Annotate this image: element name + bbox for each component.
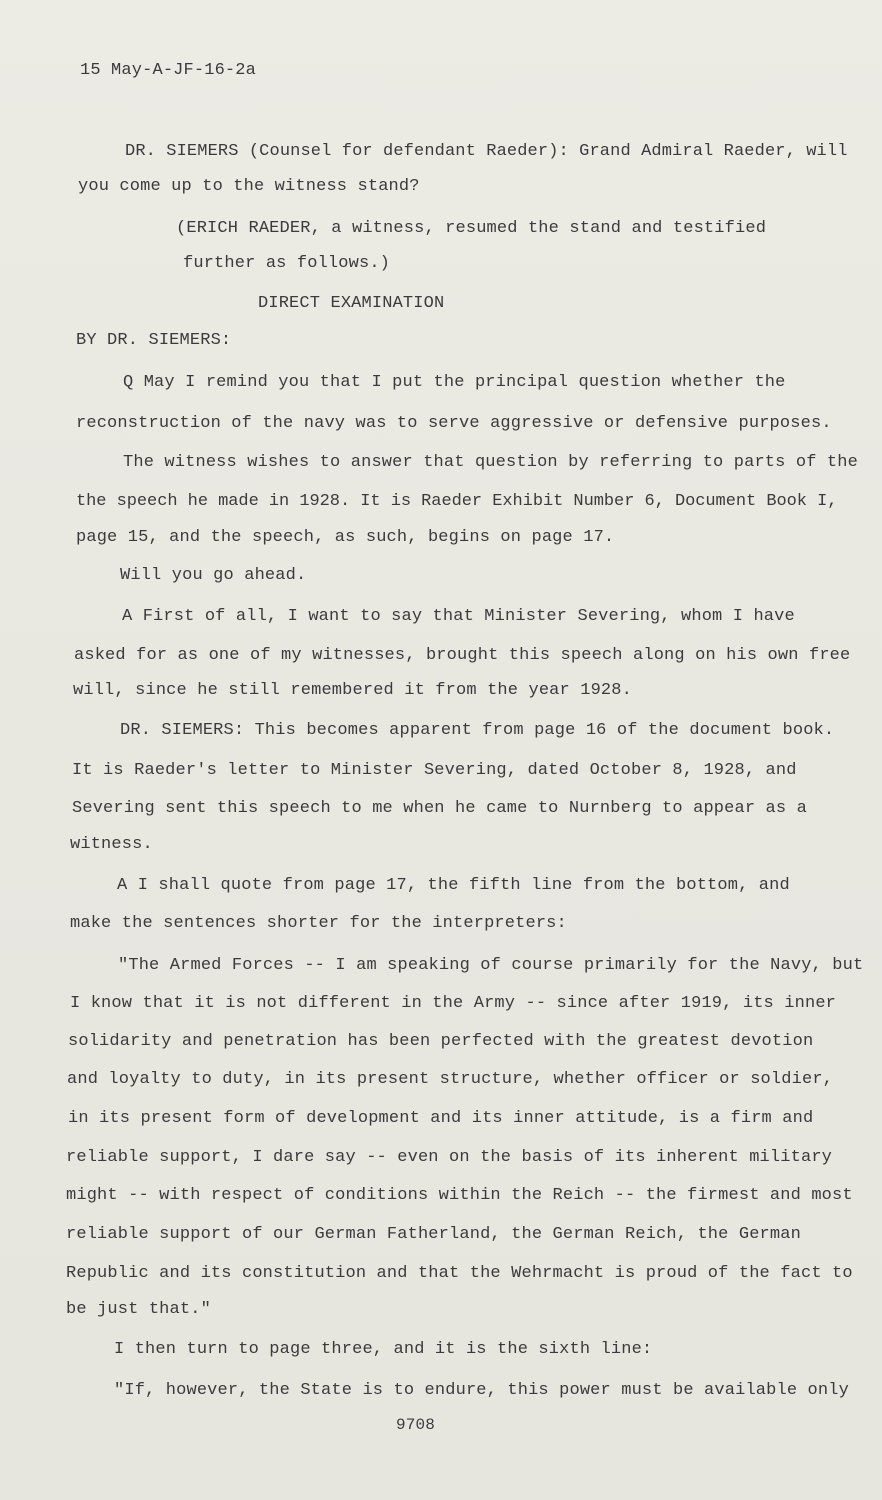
text-line: further as follows.) — [183, 254, 391, 273]
text-line: Q May I remind you that I put the principal question whether the — [123, 373, 786, 392]
quoted-line: "The Armed Forces -- I am speaking of course primarily for the Navy, but — [118, 956, 864, 975]
text-line: you come up to the witness stand? — [78, 177, 420, 196]
text-line: asked for as one of my witnesses, brought this speech along on his own free — [74, 646, 851, 665]
page-number: 9708 — [396, 1416, 436, 1434]
text-line: page 15, and the speech, as such, begins on page 17. — [76, 528, 615, 547]
text-line: DR. SIEMERS: This becomes apparent from page 16 of the document book. — [120, 721, 835, 740]
text-line: reconstruction of the navy was to serve aggressive or defensive purposes. — [76, 414, 832, 433]
quoted-line: I know that it is not different in the Army -- since after 1919, its inner — [70, 994, 837, 1013]
quoted-line: reliable support of our German Fatherland, the German Reich, the German — [66, 1225, 801, 1244]
quoted-line: reliable support, I dare say -- even on the basis of its inherent military — [66, 1148, 833, 1167]
quoted-line: Republic and its constitution and that the Wehrmacht is proud of the fact to — [66, 1264, 853, 1283]
text-line: BY DR. SIEMERS: — [76, 331, 232, 350]
text-line: (ERICH RAEDER, a witness, resumed the stand and testified — [176, 219, 767, 238]
quoted-line: might -- with respect of conditions within the Reich -- the firmest and most — [66, 1186, 853, 1205]
section-heading: DIRECT EXAMINATION — [258, 294, 445, 313]
quoted-line: "If, however, the State is to endure, this power must be available only — [114, 1381, 849, 1400]
text-line: A I shall quote from page 17, the fifth line from the bottom, and — [117, 876, 790, 895]
header-id: 15 May-A-JF-16-2a — [80, 61, 256, 80]
quoted-line: in its present form of development and its inner attitude, is a firm and — [68, 1109, 814, 1128]
quoted-line: solidarity and penetration has been perfected with the greatest devotion — [68, 1032, 814, 1051]
text-line: Will you go ahead. — [120, 566, 307, 585]
text-line: The witness wishes to answer that question by referring to parts of the — [123, 453, 858, 472]
text-line: the speech he made in 1928. It is Raeder Exhibit Number 6, Document Book I, — [76, 492, 838, 511]
quoted-line: and loyalty to duty, in its present structure, whether officer or soldier, — [67, 1070, 834, 1089]
text-line: I then turn to page three, and it is the sixth line: — [114, 1340, 653, 1359]
text-line: Severing sent this speech to me when he came to Nurnberg to appear as a — [72, 799, 807, 818]
text-line: will, since he still remembered it from the year 1928. — [73, 681, 632, 700]
text-line: A First of all, I want to say that Minister Severing, whom I have — [122, 607, 795, 626]
text-line: It is Raeder's letter to Minister Severing, dated October 8, 1928, and — [72, 761, 797, 780]
quoted-line: be just that." — [66, 1300, 211, 1319]
text-line: DR. SIEMERS (Counsel for defendant Raeder): Grand Admiral Raeder, will — [125, 142, 848, 161]
text-line: witness. — [70, 835, 153, 854]
text-line: make the sentences shorter for the interpreters: — [70, 914, 567, 933]
